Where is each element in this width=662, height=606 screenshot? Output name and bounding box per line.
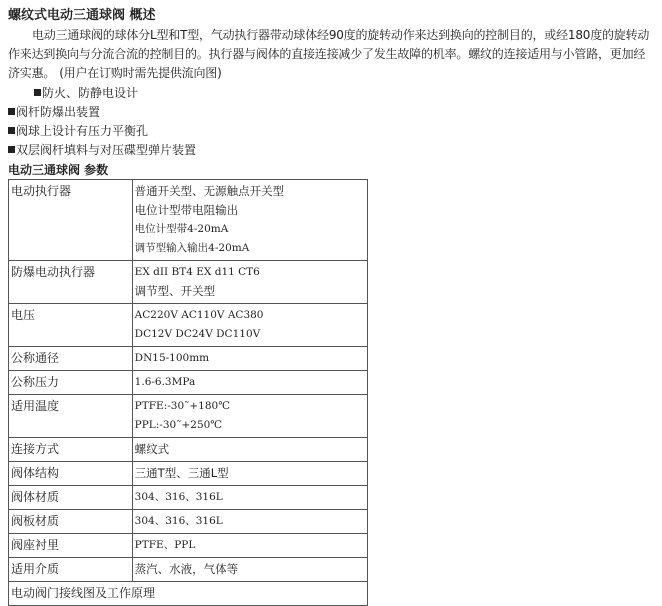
param-value-line: EX dII BT4 EX d11 CT6 xyxy=(134,266,260,278)
description-text: 电动三通球阀的球体分L型和T型，气动执行器带动球体经90度的旋转动作来达到换向的控制目的，或经180度的旋转动作来达到换向与分流合流的控制目的。执行器与阀体的直接连接减少了发生故障的机率。螺纹的连接适用与小管路，更加经济实惠。 xyxy=(8,28,650,80)
param-value-line: 电位计型带电阻输出 xyxy=(134,203,239,217)
params-heading: 电动三通球阀 参数 xyxy=(8,163,109,177)
param-value: 螺纹式 xyxy=(132,438,367,462)
param-label: 电压 xyxy=(9,304,133,347)
square-bullet-icon xyxy=(8,127,15,134)
feature-text: 双层阀杆填料与对压碟型弹片装置 xyxy=(16,143,197,157)
wiring-diagram-heading: 电动阀门接线图及工作原理 xyxy=(9,582,368,606)
feature-item xyxy=(8,84,656,103)
feature-item xyxy=(8,141,656,160)
param-label: 阀座衬里 xyxy=(9,534,133,558)
param-label: 适用介质 xyxy=(9,558,133,582)
param-label: 适用温度 xyxy=(9,395,133,438)
table-row xyxy=(9,371,368,395)
square-bullet-icon xyxy=(34,89,41,96)
param-value: 1.6-6.3MPa xyxy=(132,371,367,395)
param-label: 阀体材质 xyxy=(9,486,133,510)
param-value: 304、316、316L xyxy=(132,510,367,534)
param-label: 公称压力 xyxy=(9,371,133,395)
params-table xyxy=(8,179,368,606)
param-value-line: 调节型、开关型 xyxy=(134,284,216,298)
param-label: 公称通径 xyxy=(9,347,133,371)
table-row xyxy=(9,261,368,304)
param-value: 304、316、316L xyxy=(132,486,367,510)
table-row xyxy=(9,180,368,261)
table-row xyxy=(9,438,368,462)
feature-text: 阀杆防爆出装置 xyxy=(16,105,101,119)
description-note: (用户在订购时需先提供流向图) xyxy=(59,66,222,80)
param-value: DN15-100mm xyxy=(132,347,367,371)
section-heading: 螺纹式电动三通球阀 概述 xyxy=(8,8,156,23)
table-row xyxy=(9,510,368,534)
document-body xyxy=(8,6,656,606)
param-label: 阀体结构 xyxy=(9,462,133,486)
feature-item xyxy=(8,103,656,122)
param-label: 电动执行器 xyxy=(9,180,133,261)
param-value-line: PPL:-30˜+250℃ xyxy=(134,419,223,431)
param-value-line: 电位计型带4-20mA xyxy=(134,223,229,235)
table-row xyxy=(9,534,368,558)
param-value-line: PTFE:-30˜+180℃ xyxy=(134,400,230,412)
param-value xyxy=(132,261,367,304)
table-row xyxy=(9,486,368,510)
table-row xyxy=(9,462,368,486)
param-value xyxy=(132,304,367,347)
feature-item xyxy=(8,122,656,141)
table-row xyxy=(9,558,368,582)
param-label: 防爆电动执行器 xyxy=(9,261,133,304)
param-value: PTFE、PPL xyxy=(132,534,367,558)
param-value-line: DC12V DC24V DC110V xyxy=(134,328,261,340)
param-value xyxy=(132,395,367,438)
param-value-line: 调节型输入输出4-20mA xyxy=(134,242,250,254)
square-bullet-icon xyxy=(8,146,15,153)
param-value xyxy=(132,180,367,261)
feature-text: 阀球上设计有压力平衡孔 xyxy=(16,124,149,138)
table-row xyxy=(9,347,368,371)
param-label: 连接方式 xyxy=(9,438,133,462)
square-bullet-icon xyxy=(8,108,15,115)
param-value-line: 普通开关型、无源触点开关型 xyxy=(134,184,285,198)
param-label: 阀板材质 xyxy=(9,510,133,534)
feature-text: 防火、防静电设计 xyxy=(42,86,139,100)
param-value-line: AC220V AC110V AC380 xyxy=(134,309,264,321)
param-value: 蒸汽、水液，气体等 xyxy=(132,558,367,582)
param-value: 三通T型、三通L型 xyxy=(132,462,367,486)
table-row xyxy=(9,395,368,438)
table-row xyxy=(9,304,368,347)
description-paragraph xyxy=(8,26,656,83)
